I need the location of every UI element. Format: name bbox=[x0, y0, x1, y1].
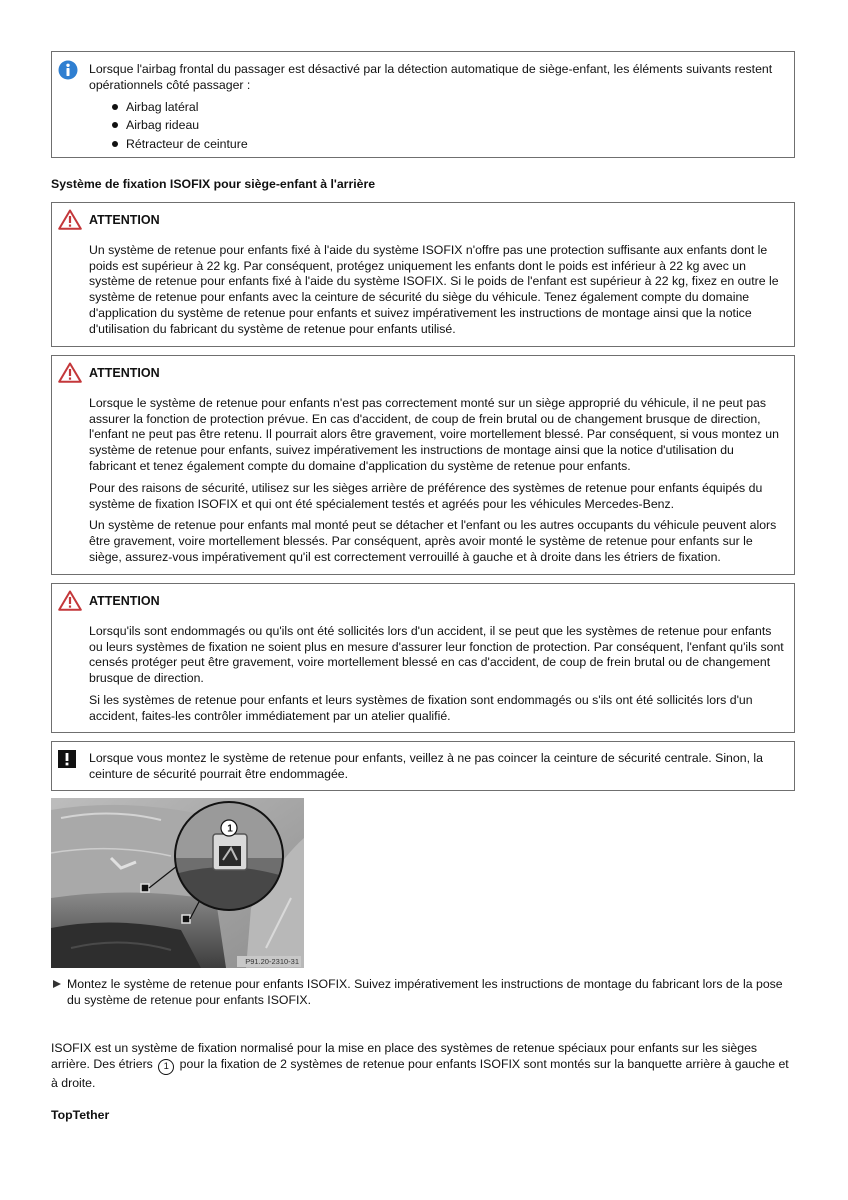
warning-paragraph: Lorsque le système de retenue pour enfants n'est pas correctement monté sur un siège approprié du véhicule, il ne peut pas assurer la fonction de protection prévue. En cas d'accident, de coup de frein brutal ou de changement brusque de direction, l'enfant ne peut pas être retenu. Il pourrait alors être gravement, voire mortellement blessé. Par conséquent, si vous montez un système de retenue pour enfants, suivez impérativement les instructions de montage ainsi que la notice d'utilisation du fabricant et tenez également compte du domaine d'application du système de retenue pour enfants. bbox=[89, 395, 779, 473]
warning-paragraph: Un système de retenue pour enfants mal monté peut se détacher et l'enfant ou les autres occupants du véhicule peuvent alors être gravement, voire mortellement blessés. Par conséquent, après avoir monté le système de retenue pour enfants sur le siège, assurez-vous impérativement qu'il est correctement verrouillé à gauche et à droite dans les étriers de fixation. bbox=[89, 518, 777, 564]
warning-paragraph: Un système de retenue pour enfants fixé à l'aide du système ISOFIX n'offre pas une protection suffisante aux enfants dont le poids est supérieur à 22 kg. Par conséquent, protégez uniquement les enfants dont le poids est inférieur à 22 kg avec un système de retenue pour enfants fixé à l'aide du système ISOFIX. Si le poids de l'enfant est supérieur à 22 kg, fixez en outre le système de retenue pour enfants avec la ceinture de sécurité du siège du véhicule. Tenez également compte du domaine d'application du système de retenue pour enfants et suivez impérativement les instructions de montage ainsi que la notice d'utilisation du fabricant du système de retenue pour enfants utilisé. bbox=[89, 242, 779, 336]
info-note-list bbox=[89, 98, 784, 154]
warning-title: ATTENTION bbox=[89, 366, 160, 380]
instruction-step bbox=[51, 977, 795, 1009]
warning-title: ATTENTION bbox=[89, 594, 160, 608]
list-item: Airbag rideau bbox=[111, 116, 784, 135]
body-text-part1: ISOFIX est un système de fixation normalisé pour la mise en place des systèmes de retenue spéciaux pour enfants sur les sièges arrière. Des étriers bbox=[51, 1041, 758, 1072]
info-icon bbox=[58, 60, 78, 85]
isofix-seat-photo bbox=[51, 798, 304, 968]
warning-paragraph: Lorsqu'ils sont endommagés ou qu'ils ont été sollicités lors d'un accident, il se peut que les systèmes de retenue pour enfants ou leurs systèmes de fixation ne soient plus en mesure d'assurer leur fonction de protection. Par conséquent, l'enfant qu'ils sont censés protéger peut être gravement, voire mortellement blessé en cas d'accident, de coup de frein brutal ou de changement brusque de direction. bbox=[89, 623, 784, 686]
info-note-text: Lorsque l'airbag frontal du passager est désactivé par la détection automatique de siège-enfant, les éléments suivants restent opérationnels côté passager : bbox=[89, 62, 773, 92]
warning-triangle-icon bbox=[58, 362, 82, 388]
section-heading: Système de fixation ISOFIX pour siège-enfant à l'arrière bbox=[51, 177, 376, 191]
list-item: Airbag latéral bbox=[111, 98, 784, 117]
info-note bbox=[51, 51, 795, 158]
caution-note bbox=[51, 741, 795, 791]
body-text-part2: pour la fixation de 2 systèmes de retenue pour enfants ISOFIX sont montés sur la banquette arrière à gauche et à droite. bbox=[51, 1057, 789, 1091]
warning-box-3 bbox=[51, 583, 795, 733]
warning-triangle-icon bbox=[58, 590, 82, 616]
figure-callout-label: 1 bbox=[227, 823, 233, 835]
callout-number: 1 bbox=[158, 1059, 174, 1075]
next-section-heading: TopTether bbox=[51, 1108, 110, 1122]
body-paragraph bbox=[51, 1040, 795, 1092]
instruction-text: Montez le système de retenue pour enfants ISOFIX. Suivez impérativement les instructions de montage du fabricant lors de la pose du système de retenue pour enfants ISOFIX. bbox=[67, 977, 783, 1007]
arrow-right-icon bbox=[53, 980, 61, 988]
exclamation-icon bbox=[58, 750, 76, 773]
warning-title: ATTENTION bbox=[89, 213, 160, 227]
figure-code: P91.20-2310-31 bbox=[245, 957, 299, 966]
warning-paragraph: Pour des raisons de sécurité, utilisez sur les sièges arrière de préférence des systèmes de retenue pour enfants équipés du système de fixation ISOFIX et qui ont été spécialement testés et agréés pour les véhicules Mercedes-Benz. bbox=[89, 480, 763, 511]
warning-paragraph: Si les systèmes de retenue pour enfants et leurs systèmes de fixation sont endommagés ou s'ils ont été sollicités lors d'un accident, faites-les contrôler immédiatement par un atelier qualifié. bbox=[89, 692, 753, 723]
warning-box-1 bbox=[51, 202, 795, 347]
warning-box-2 bbox=[51, 355, 795, 575]
caution-note-text: Lorsque vous montez le système de retenue pour enfants, veillez à ne pas coincer la ceinture de sécurité centrale. Sinon, la ceinture de sécurité pourrait être endommagée. bbox=[89, 751, 763, 781]
list-item: Rétracteur de ceinture bbox=[111, 135, 784, 154]
warning-triangle-icon bbox=[58, 209, 82, 235]
